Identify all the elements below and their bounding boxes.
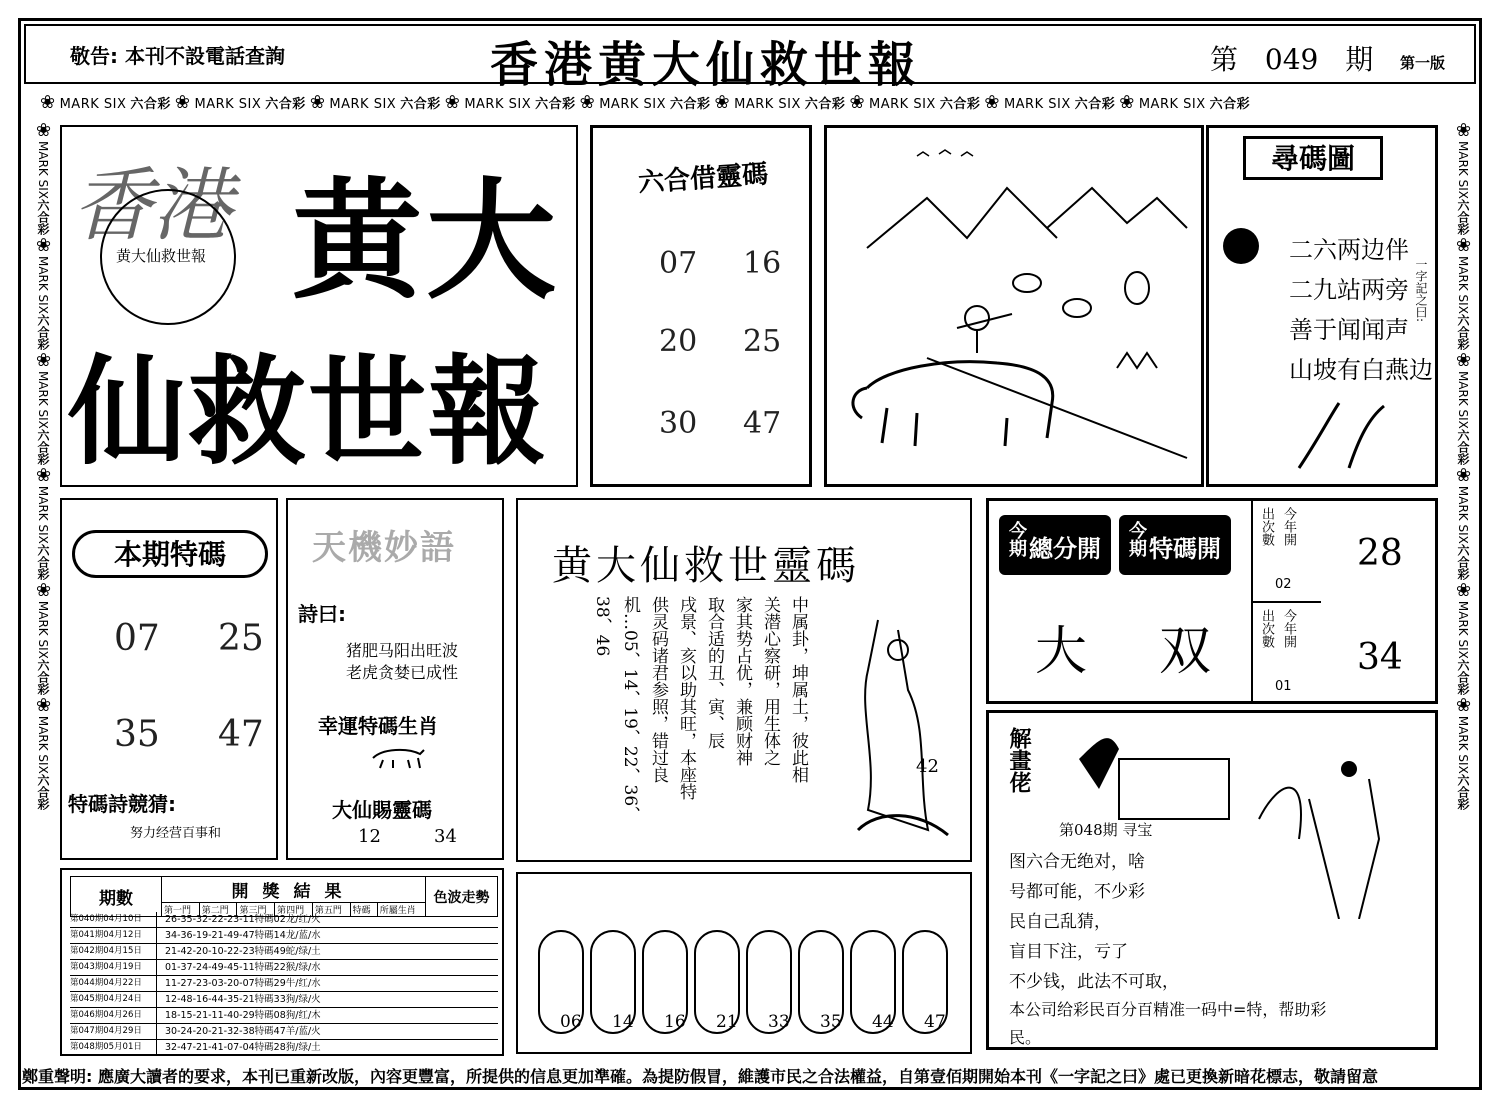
- flower-icon: ❀: [174, 92, 191, 113]
- lucky-num-1: 16: [743, 246, 782, 281]
- lucky-zodiac-label: 幸運特碼生肖: [318, 714, 438, 738]
- table-row: [70, 912, 498, 928]
- ribbon-mark-text: MARK SIX: [36, 141, 50, 199]
- poem-label: 詩曰:: [298, 602, 346, 626]
- ribbon-lottery-text: 六合彩: [535, 97, 576, 112]
- results-head-color: 色波走勢: [426, 877, 498, 917]
- row-period: 第040期04月10日: [70, 912, 157, 927]
- spirit-code-title: 黄大仙救世靈碼: [552, 543, 860, 589]
- puzzle-title: 解畫佬: [1006, 727, 1031, 793]
- flower-icon: ❀: [33, 464, 54, 486]
- results-table-box: [60, 868, 504, 1056]
- ribbon-lottery-text: 六合彩: [1456, 313, 1470, 350]
- result-num-1: 28: [1357, 533, 1403, 574]
- ribbon-lottery-text: 六合彩: [36, 773, 50, 810]
- flower-icon: ❀: [579, 92, 596, 113]
- ribbon-lottery-text: 六合彩: [1456, 543, 1470, 580]
- ribbon-lottery-text: 六合彩: [36, 543, 50, 580]
- flower-icon: ❀: [33, 579, 54, 601]
- spirit-code-column: 中属卦，坤属土，彼此相: [788, 596, 808, 783]
- ribbon-lottery-text: 六合彩: [400, 97, 441, 112]
- oval-number: 16: [664, 1012, 686, 1032]
- find-code-poem-3: 山坡有白燕边: [1289, 356, 1433, 384]
- row-period: 第042期04月15日: [70, 944, 157, 959]
- ribbon-mark-text: MARK SIX: [1138, 97, 1206, 112]
- ribbon-mark-text: MARK SIX: [1456, 600, 1470, 659]
- find-code-blot-icon: [1223, 228, 1259, 264]
- top-ribbon: [40, 92, 1460, 120]
- count-label-2: 出次數: [1259, 609, 1274, 648]
- subhead-4: 第五門: [312, 903, 350, 917]
- ribbon-mark-text: MARK SIX: [36, 255, 50, 314]
- find-code-side-label: 一字記之曰:: [1414, 258, 1428, 323]
- ribbon-lottery-text: 六合彩: [804, 97, 846, 112]
- special-issue-box: [60, 498, 278, 860]
- ribbon-lottery-text: 六合彩: [670, 97, 711, 112]
- lucky-code-title: 六合借靈碼: [637, 159, 770, 199]
- results-header-row: [71, 877, 498, 903]
- spirit-code-text: [588, 596, 812, 858]
- flower-icon: ❀: [33, 694, 54, 716]
- row-period: 第044期04月22日: [70, 976, 157, 991]
- ribbon-mark-text: MARK SIX: [59, 97, 127, 112]
- spirit-code-box: [516, 498, 972, 862]
- row-period: 第047期04月29日: [70, 1024, 157, 1039]
- ribbon-lottery-text: 六合彩: [36, 658, 50, 695]
- ribbon-mark-text: MARK SIX: [869, 97, 936, 112]
- results-rows: [70, 912, 498, 1056]
- masthead-script: 香港: [72, 159, 232, 252]
- count-value-1: 02: [1275, 577, 1292, 592]
- ribbon-mark-text: MARK SIX: [599, 97, 667, 112]
- row-result: 21-42-20-10-22-23特碼49蛇/绿/土: [165, 946, 321, 957]
- edition-label: 第一版: [1400, 54, 1446, 72]
- count-label-1: 出次數: [1259, 507, 1274, 546]
- row-period: 第041期04月12日: [70, 928, 157, 943]
- table-row: [70, 992, 498, 1008]
- puzzle-box: [986, 710, 1438, 1050]
- total-open-label: 總分開: [1029, 535, 1101, 563]
- lucky-num-5: 47: [743, 406, 782, 441]
- row-period: 第043期04月19日: [70, 960, 157, 975]
- ribbon-mark-text: MARK SIX: [1456, 370, 1470, 429]
- row-result: 12-48-16-44-35-21特碼33狗/绿/火: [165, 994, 321, 1005]
- table-row: [70, 944, 498, 960]
- row-result: 18-15-21-11-40-29特碼08狗/红/木: [165, 1010, 321, 1021]
- ribbon-lottery-text: 六合彩: [1456, 658, 1470, 695]
- row-result: 34-36-19-21-49-47特碼14龙/蓝/水: [165, 930, 321, 941]
- lucky-num-0: 07: [659, 246, 698, 281]
- ribbon-mark-text: MARK SIX: [1456, 141, 1470, 199]
- ribbon-mark-text: MARK SIX: [1456, 715, 1470, 774]
- lucky-num-3: 25: [743, 324, 782, 359]
- tiger-icon: [368, 740, 428, 770]
- poem-line-1: 老虎贪婪已成性: [346, 663, 459, 682]
- ribbon-mark-text: MARK SIX: [194, 97, 262, 112]
- ribbon-mark-text: MARK SIX: [36, 715, 50, 774]
- right-ribbon: [1446, 120, 1474, 1060]
- this-issue-label: 今期: [1006, 521, 1027, 557]
- special-num-0: 07: [114, 618, 160, 659]
- find-code-poem-0: 二六两边伴: [1289, 236, 1409, 264]
- ribbon-lottery-text: 六合彩: [1456, 773, 1470, 810]
- results-table: [70, 876, 498, 917]
- subhead-1: 第二門: [199, 903, 237, 917]
- subhead-2: 第三門: [237, 903, 275, 917]
- puzzle-line-3: 盲目下注，亏了: [1009, 942, 1128, 962]
- ribbon-mark-text: MARK SIX: [1003, 97, 1071, 112]
- ribbon-mark-text: MARK SIX: [36, 600, 50, 659]
- spirit-code-column: 供灵码诸君参照，错过良: [648, 596, 668, 783]
- special-open-label: 特碼開: [1149, 535, 1221, 563]
- footer-statement: 鄭重聲明: 應廣大讀者的要求，本刊已重新改版，內容更豐富，所提供的信息更加準確。為提防假冒，維護市民之合法權益，自第壹佰期開始本刊《一字記之曰》處已更換新暗花標志，敬請留意: [22, 1067, 1378, 1086]
- special-open-badge: [1119, 515, 1231, 575]
- table-row: [70, 976, 498, 992]
- spirit-figure-number: 42: [916, 756, 939, 777]
- spirit-code-column: 取合适的丑、寅、辰: [704, 596, 724, 749]
- oval-number: 14: [612, 1012, 634, 1032]
- ribbon-lottery-text: 六合彩: [939, 97, 981, 112]
- ribbon-mark-text: MARK SIX: [329, 97, 397, 112]
- ribbon-lottery-text: 六合彩: [1209, 97, 1251, 112]
- ribbon-lottery-text: 六合彩: [1456, 198, 1470, 235]
- oval-number: 35: [820, 1012, 842, 1032]
- row-period: 第048期05月01日: [70, 1040, 157, 1055]
- row-period: 第045期04月24日: [70, 992, 157, 1007]
- masthead-seal: [100, 189, 236, 325]
- row-result: 32-47-21-41-07-04特碼28狗/绿/土: [165, 1042, 321, 1053]
- subhead-6: 所屬生肖: [377, 903, 425, 917]
- spirit-code-column: 38、46: [592, 596, 612, 657]
- flower-icon: ❀: [40, 92, 56, 113]
- ribbon-lottery-text: 六合彩: [130, 97, 171, 112]
- masthead-box: [60, 125, 578, 487]
- result-big: 大: [1035, 622, 1088, 682]
- puzzle-line-6: 民。: [1009, 1028, 1042, 1047]
- ribbon-lottery-text: 六合彩: [265, 97, 306, 112]
- spirit-code-column: 机…05、14、19、22、36、: [620, 596, 640, 824]
- scroll-decoration: [1289, 398, 1399, 478]
- results-head-result: 開獎結果: [162, 877, 426, 903]
- flower-icon: ❀: [1119, 92, 1135, 113]
- ribbon-lottery-text: 六合彩: [36, 313, 50, 350]
- flower-icon: ❀: [984, 92, 1000, 113]
- lucky-num-4: 30: [659, 406, 698, 441]
- oval-number: 44: [872, 1012, 894, 1032]
- ribbon-mark-text: MARK SIX: [36, 370, 50, 429]
- find-code-poem-2: 善于闻闻声: [1289, 316, 1409, 344]
- poem-line-0: 猪肥马阳出旺波: [346, 641, 459, 660]
- row-result: 26-35-32-22-23-11特碼02龙/红/火: [165, 914, 321, 925]
- open-result-box: [986, 498, 1438, 704]
- issue-prefix: 第: [1210, 43, 1239, 76]
- row-period: 第046期04月26日: [70, 1008, 157, 1023]
- year-label-2: 今年開: [1281, 609, 1296, 648]
- puzzle-line-2: 民自己乱猜，: [1009, 912, 1111, 932]
- flower-icon: ❀: [33, 349, 54, 371]
- ribbon-mark-text: MARK SIX: [734, 97, 801, 112]
- results-head-period: 期數: [71, 877, 162, 917]
- spirit-code-column: 家其势占优，兼顾财神: [732, 596, 752, 766]
- flower-icon: ❀: [33, 120, 54, 141]
- find-code-box: [1206, 125, 1438, 487]
- flower-icon: ❀: [1453, 579, 1474, 601]
- oval-number: 06: [560, 1012, 582, 1032]
- flower-icon: ❀: [1453, 694, 1474, 716]
- ribbon-mark-text: MARK SIX: [464, 97, 532, 112]
- immortal-figure-illustration: [838, 610, 958, 850]
- subhead-0: 第一門: [162, 903, 200, 917]
- ribbon-lottery-text: 六合彩: [1074, 97, 1116, 112]
- flower-icon: ❀: [1453, 349, 1474, 371]
- left-ribbon: [26, 120, 54, 1060]
- puzzle-line-4: 不少钱，此法不可取，: [1009, 972, 1179, 992]
- puzzle-line-5: 本公司给彩民百分百精准一码中=特，帮助彩: [1009, 1000, 1327, 1019]
- count-value-2: 01: [1275, 679, 1292, 694]
- gift-num-0: 12: [358, 826, 381, 847]
- issue-number: 049: [1264, 43, 1319, 76]
- table-row: [70, 1024, 498, 1040]
- special-num-3: 47: [218, 714, 264, 755]
- poem-header-faded: 天機妙語: [312, 528, 456, 568]
- row-result: 30-24-20-21-32-38特碼47羊/蓝/火: [165, 1026, 321, 1037]
- flower-icon: ❀: [1453, 120, 1474, 141]
- ribbon-lottery-text: 六合彩: [1456, 428, 1470, 465]
- flower-icon: ❀: [444, 92, 461, 113]
- poem-box: [286, 498, 504, 860]
- lucky-num-2: 20: [659, 324, 698, 359]
- header-title: 香港黄大仙救世報: [490, 37, 923, 93]
- special-issue-title: 本期特碼: [72, 530, 268, 578]
- year-label-1: 今年開: [1281, 507, 1296, 546]
- flower-icon: ❀: [33, 234, 54, 256]
- oval-number: 21: [716, 1012, 738, 1032]
- ox-illustration-box: [824, 125, 1204, 487]
- ribbon-mark-text: MARK SIX: [36, 485, 50, 544]
- masthead-line2: 仙救世報: [68, 342, 549, 481]
- special-num-1: 25: [218, 618, 264, 659]
- subhead-3: 第四門: [275, 903, 313, 917]
- find-code-poem-1: 二九站两旁: [1289, 276, 1409, 304]
- ox-illustration: [827, 128, 1201, 484]
- flower-icon: ❀: [309, 92, 326, 113]
- table-row: [70, 1040, 498, 1056]
- subhead-5: 特碼: [350, 903, 377, 917]
- result-double: 双: [1159, 622, 1212, 682]
- special-guess-text: 努力经营百事和: [130, 826, 222, 841]
- puzzle-issue-ref: 第048期 寻宝: [1059, 821, 1153, 839]
- find-code-title: 尋碼圖: [1243, 136, 1383, 180]
- seal-text: 黄大仙救世報: [116, 247, 207, 265]
- special-num-2: 35: [114, 714, 160, 755]
- table-row: [70, 928, 498, 944]
- flower-icon: ❀: [1453, 234, 1474, 256]
- ribbon-lottery-text: 六合彩: [36, 428, 50, 465]
- puzzle-line-1: 号都可能，不少彩: [1009, 882, 1145, 902]
- gift-label: 大仙賜靈碼: [332, 798, 432, 822]
- gift-num-1: 34: [434, 826, 457, 847]
- flower-icon: ❀: [849, 92, 866, 113]
- ribbon-mark-text: MARK SIX: [1456, 485, 1470, 544]
- spirit-code-column: 戌景、亥以助其旺，本座特: [676, 596, 696, 800]
- flower-icon: ❀: [1453, 464, 1474, 486]
- row-result: 11-27-23-03-20-07特碼29牛/红/水: [165, 978, 321, 989]
- table-row: [70, 1008, 498, 1024]
- count-hdivider: [1251, 601, 1321, 603]
- lucky-code-box: [590, 125, 812, 487]
- this-issue-label-2: 今期: [1126, 521, 1147, 557]
- ribbon-lottery-text: 六合彩: [36, 198, 50, 235]
- oval-number: 33: [768, 1012, 790, 1032]
- issue-label: [1210, 38, 1373, 78]
- table-row: [70, 960, 498, 976]
- flower-icon: ❀: [714, 92, 731, 113]
- spirit-code-column: 关潜心察研，用生体之: [760, 596, 780, 766]
- total-open-badge: [999, 515, 1111, 575]
- masthead-line1: 黄大: [292, 164, 561, 317]
- issue-suffix: 期: [1345, 43, 1374, 76]
- special-guess-label: 特碼詩競猜:: [68, 792, 176, 816]
- puzzle-line-0: 图六合无绝对，啥: [1009, 852, 1145, 872]
- header-notice: 敬告: 本刊不設電話查詢: [70, 44, 285, 68]
- oval-number: 47: [924, 1012, 946, 1032]
- row-result: 01-37-24-49-45-11特碼22猴/绿/水: [165, 962, 321, 973]
- ribbon-mark-text: MARK SIX: [1456, 255, 1470, 314]
- result-num-2: 34: [1357, 637, 1403, 678]
